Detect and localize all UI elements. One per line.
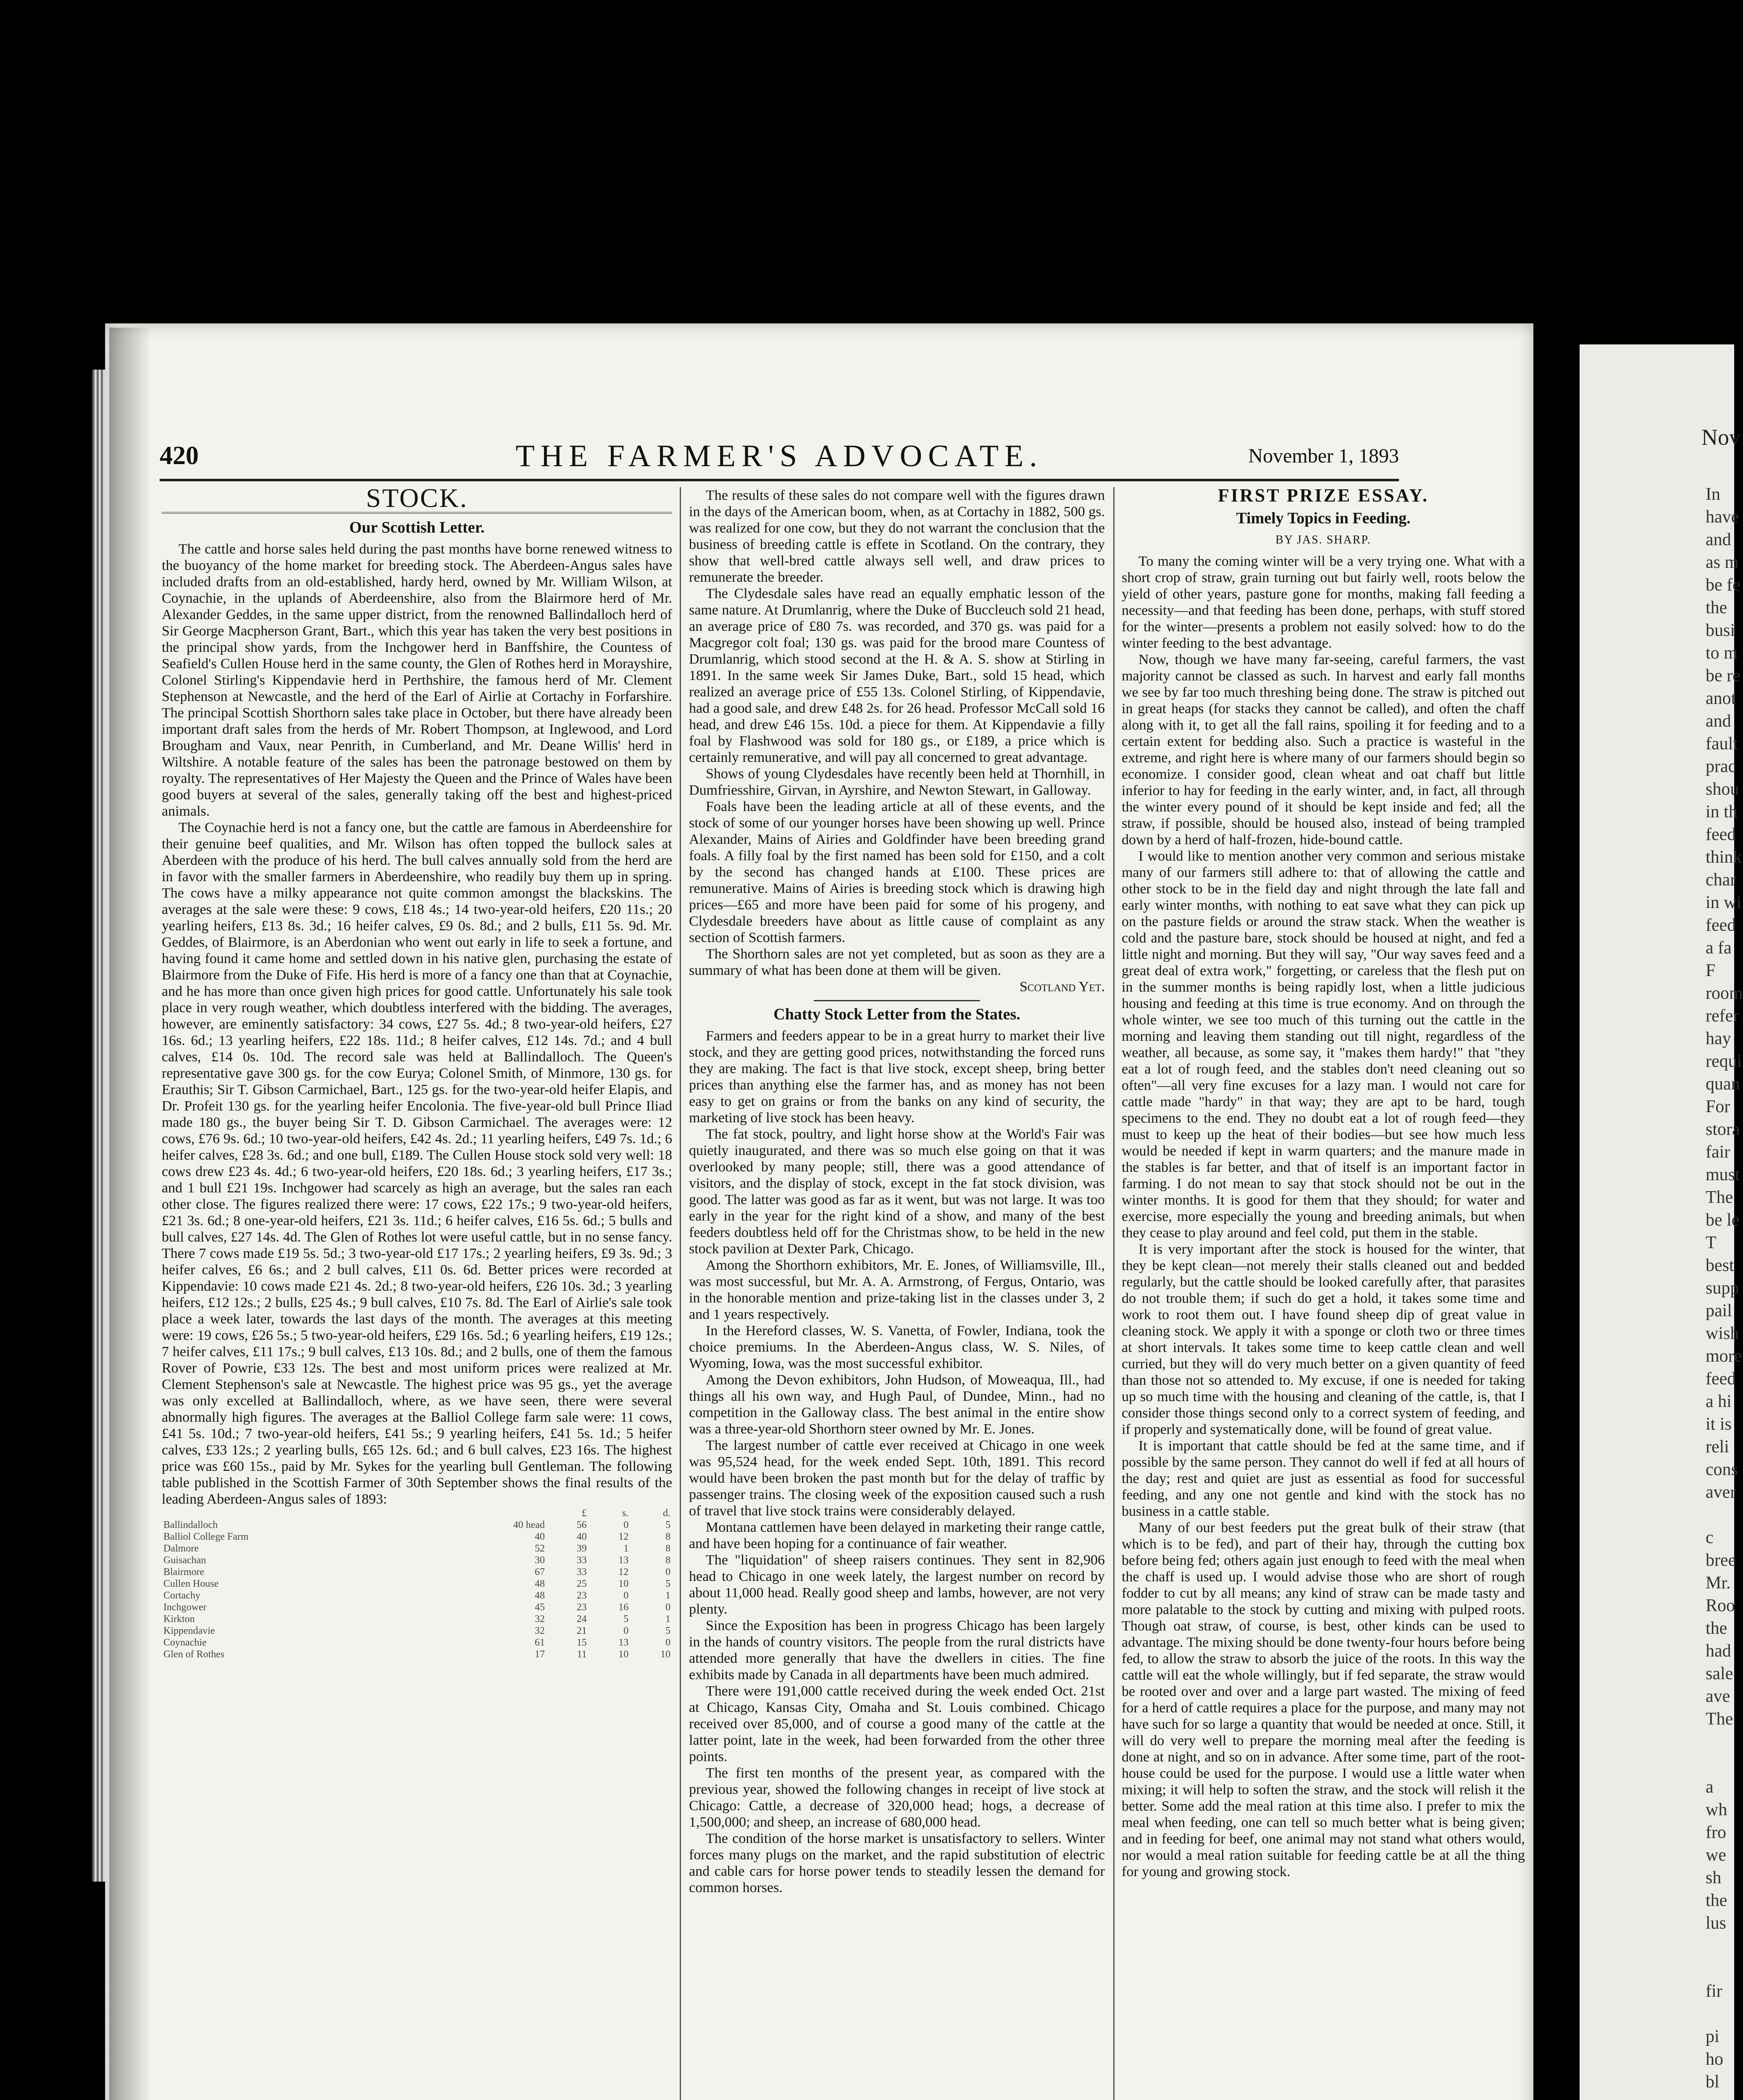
table-cell: 0 bbox=[623, 1625, 629, 1636]
facing-page-line: c bbox=[1706, 1528, 1714, 1547]
facing-page-line: it is bbox=[1706, 1415, 1732, 1434]
article-paragraph: Foals have been the leading article at all of these events, and the stock of some of our younger horses have been showing up well. Prince Alexander, Mains of Airies and Goldfinder have been breeding grand foals. A filly foal by the first named has been sold for £150, and a colt by the second has changed hands at £100. These prices are remunerative. Mains of Airies is breeding stock which is drawing high prices—£65 and more have been paid for some of his progeny, and Clydesdale breeders have about as little cause of complaint as any section of Scottish farmers. bbox=[689, 799, 1105, 945]
table-cell: 1 bbox=[665, 1590, 670, 1601]
facing-page-line: prac bbox=[1706, 757, 1736, 776]
article-title: Timely Topics in Feeding. bbox=[1236, 509, 1411, 527]
table-cell: Kippendavie bbox=[163, 1625, 215, 1636]
table-cell: 0 bbox=[665, 1567, 670, 1578]
article-paragraph: The "liquidation" of sheep raisers continues. They sent in 82,906 head to Chicago in one week lately, the largest number on record by about 11,000 head. Really good sheep and lambs, however, are not very plenty. bbox=[689, 1552, 1105, 1617]
facing-page-line: fro bbox=[1706, 1823, 1726, 1842]
facing-page-edge-text bbox=[1706, 483, 1743, 2100]
facing-page-line: wish bbox=[1706, 1324, 1739, 1343]
article-paragraph: Among the Devon exhibitors, John Hudson, of Moweaqua, Ill., had things all his own way, and Hugh Paul, of Dundee, Minn., had no competition in the Galloway class. The best animal in the entire show was a three-year-old Shorthorn steer owned by Mr. E. Jones. bbox=[689, 1372, 1105, 1437]
article-paragraph: It is very important after the stock is housed for the winter, that they be kept clean—not merely their stalls cleaned out and bedded regularly, but the cattle should be looked carefully after, that parasites do not trouble them; if such do get a hold, it takes some time and work to root them out. I have found sheep dip of great value in cleaning stock. We apply it with a sponge or cloth two or three times at short intervals. It takes some time to keep cattle clean and well curried, but they will do very much better on a given quantity of feed than those not so attended to. My excuse, if one is needed for taking up so much time with the housing and cleaning of the cattle, is, that I consider those things second only to a correct system of feeding, and if properly and systematically done, will be found of great value. bbox=[1122, 1242, 1525, 1437]
facing-page-line: a bbox=[1706, 1777, 1714, 1797]
facing-page-line: busi bbox=[1706, 621, 1735, 640]
facing-page-line: wh bbox=[1706, 1800, 1727, 1819]
facing-page-line: to m bbox=[1706, 643, 1738, 663]
table-cell: 17 bbox=[534, 1649, 545, 1660]
facing-page-line: room bbox=[1706, 984, 1743, 1003]
facing-page-line: cons bbox=[1706, 1460, 1738, 1479]
facing-page-line: stora bbox=[1706, 1120, 1740, 1139]
facing-page-line: pi bbox=[1706, 2027, 1719, 2046]
article-paragraph: The fat stock, poultry, and light horse show at the World's Fair was quietly inaugurated, and there was so much else going on that it was overlooked by many people; still, there was a good attendance of visitors, and the display of stock, except in the fat stock division, was good. The latter was good as far as it went, but was not large. It was too early in the year for the right kind of a show, and many of the best feeders doubtless held off for the Christmas show, to be held in the new stock pavilion at Dexter Park, Chicago. bbox=[689, 1126, 1105, 1257]
sales-table-header bbox=[162, 1507, 672, 1519]
table-cell: 10 bbox=[618, 1578, 629, 1589]
table-cell: 0 bbox=[623, 1520, 629, 1530]
table-cell: 1 bbox=[623, 1543, 629, 1554]
table-cell: 23 bbox=[576, 1590, 587, 1601]
article-paragraph: The first ten months of the present year, as compared with the previous year, showed the following changes in receipt of live stock at Chicago: Cattle, a decrease of 320,000 head; hogs, a decrease of 1,500,000; and sheep, an increase of 680,000 head. bbox=[689, 1765, 1105, 1830]
article-separator bbox=[814, 1000, 980, 1001]
table-row bbox=[162, 1566, 672, 1578]
facing-page-line: quan bbox=[1706, 1074, 1740, 1094]
table-row bbox=[162, 1519, 672, 1531]
facing-page-line: we bbox=[1706, 1845, 1726, 1865]
facing-page-line: Mr. bbox=[1706, 1573, 1731, 1593]
table-cell: 12 bbox=[618, 1567, 629, 1578]
essay-label: FIRST PRIZE ESSAY. bbox=[1217, 485, 1429, 506]
facing-page-line bbox=[1706, 2093, 1731, 2100]
facing-page-line: in th bbox=[1706, 802, 1738, 822]
table-cell: 8 bbox=[665, 1531, 670, 1542]
table-cell: 13 bbox=[618, 1637, 629, 1648]
facing-page-line bbox=[1706, 1730, 1731, 1753]
table-row bbox=[162, 1625, 672, 1637]
table-cell: 30 bbox=[534, 1555, 545, 1566]
table-cell: 15 bbox=[576, 1637, 587, 1648]
facing-page-line: the bbox=[1706, 1891, 1727, 1910]
facing-page-line: reli bbox=[1706, 1437, 1729, 1457]
facing-page-line: shou bbox=[1706, 780, 1739, 799]
facing-page-line: sale bbox=[1706, 1664, 1733, 1683]
table-cell: 23 bbox=[576, 1602, 587, 1613]
table-cell: 24 bbox=[576, 1614, 587, 1625]
facing-page-line: ave bbox=[1706, 1687, 1730, 1706]
table-header-cell: d. bbox=[663, 1508, 670, 1519]
facing-page-line: For bbox=[1706, 1097, 1730, 1116]
table-cell: 11 bbox=[577, 1649, 587, 1660]
facing-page-line: fair bbox=[1706, 1142, 1730, 1162]
facing-page-line: ho bbox=[1706, 2050, 1723, 2069]
table-cell: 40 bbox=[534, 1531, 545, 1542]
table-row bbox=[162, 1590, 672, 1601]
table-cell: 5 bbox=[665, 1578, 670, 1589]
facing-page-line: bree bbox=[1706, 1551, 1736, 1570]
binding-shadow bbox=[109, 328, 151, 2100]
facing-page-line: sh bbox=[1706, 1868, 1722, 1887]
facing-page-fragment bbox=[1580, 344, 1743, 2100]
table-cell: 5 bbox=[665, 1520, 670, 1530]
header-rule bbox=[160, 479, 1399, 481]
facing-page-line: In bbox=[1706, 485, 1720, 504]
table-row bbox=[162, 1648, 672, 1660]
table-cell: 12 bbox=[618, 1531, 629, 1542]
facing-page-line bbox=[1706, 1753, 1731, 1776]
facing-page-line bbox=[1706, 1957, 1731, 1980]
column-essay bbox=[1122, 487, 1525, 2100]
table-header-cell bbox=[162, 1507, 437, 1519]
facing-page-line: The bbox=[1706, 1188, 1733, 1207]
table-cell: Inchgower bbox=[163, 1602, 207, 1613]
facing-page-line: bl bbox=[1706, 2072, 1719, 2092]
article-paragraph: It is important that cattle should be fed at the same time, and if possible by the same person. They cannot do well if fed at all hours of the day; rest and quiet are just as essential as food for successful feeding, and any one not gentle and kind with the stock has no business in a cattle stable. bbox=[1122, 1438, 1525, 1519]
column-middle bbox=[689, 487, 1105, 2100]
facing-page-line: be le bbox=[1706, 1210, 1740, 1230]
table-cell: 39 bbox=[576, 1543, 587, 1554]
table-cell: Ballindalloch bbox=[163, 1520, 218, 1530]
table-cell: 5 bbox=[665, 1625, 670, 1636]
table-cell: 52 bbox=[534, 1543, 545, 1554]
article-paragraph: Among the Shorthorn exhibitors, Mr. E. Jones, of Williamsville, Ill., was most successful, but Mr. A. A. Armstrong, of Fergus, Ontario, was in the honorable mention and prize-taking list in the classes under 3, 2 and 1 years respectively. bbox=[689, 1257, 1105, 1322]
facing-page-line: had bbox=[1706, 1641, 1731, 1661]
facing-page-header: Nov bbox=[1701, 425, 1740, 450]
issue-date: November 1, 1893 bbox=[1248, 445, 1399, 467]
table-row bbox=[162, 1601, 672, 1613]
column-divider-1 bbox=[680, 487, 681, 2100]
table-row bbox=[162, 1543, 672, 1554]
masthead: THE FARMER'S ADVOCATE. bbox=[515, 439, 1043, 473]
article-paragraph: The Shorthorn sales are not yet completed, but as soon as they are a summary of what has been done at them will be given. bbox=[689, 946, 1105, 978]
table-cell: 33 bbox=[576, 1555, 587, 1566]
facing-page-line bbox=[1706, 2003, 1731, 2025]
facing-page-line: feed bbox=[1706, 825, 1736, 844]
facing-page-line: a fa bbox=[1706, 938, 1732, 958]
table-cell: Dalmore bbox=[163, 1543, 199, 1554]
facing-page-line: anot bbox=[1706, 689, 1736, 708]
table-cell: 21 bbox=[576, 1625, 587, 1636]
article-paragraph: The cattle and horse sales held during the past months have borne renewed witness to the buoyancy of the home market for breeding stock. The Aberdeen-Angus sales have included drafts from an old-established, hardy herd, owned by Mr. William Wilson, at Coynachie, in the uplands of Aberdeenshire, also from the Blairmore herd of Mr. Alexander Geddes, in the same upper district, from the renowned Ballindalloch herd of Sir George Macpherson Grant, Bart., which this year has taken the very best positions in the principal show yards, from the Inchgower herd in Banffshire, the Countess of Seafield's Cullen House herd in the same county, the Glen of Rothes herd in Morayshire, Colonel Stirling's Kippendavie herd in Perthshire, the famous herd of Mr. Clement Stephenson at Newcastle, and the herd of the Earl of Airlie at Cortachy in Forfarshire. The principal Scottish Shorthorn sales take place in October, but there have already been important draft sales from the herds of Mr. Robert Thompson, at Inglewood, and Lord Brougham and Vaux, near Penrith, in Cumberland, and Mr. Deane Willis' herd in Wiltshire. A notable feature of the sales has been the patronage bestowed on them by royalty. The representatives of Her Majesty the Queen and the Prince of Wales have been good buyers at several of the sales, generally taking off the best and highest-priced animals. bbox=[162, 541, 672, 819]
table-cell: 0 bbox=[665, 1602, 670, 1613]
sales-table bbox=[162, 1507, 672, 1660]
article-paragraph: Many of our best feeders put the great bulk of their straw (that which is to be fed), and part of their hay, through the cutting box before being fed; others again just enough to feed with the meal when the chaff is used up. I would advise those who are short of rough fodder to cut by all means; any kind of straw can be made tasty and more palatable to the stock by cutting and mixing with pulped roots. Though oat straw, of course, is best, other kinds can be used to advantage. The mixing should be done twenty-four hours before being fed, to allow the straw to absorb the juice of the roots. In this way the cattle will eat the whole willingly, but if fed separate, the straw would be rooted over and over and a large part wasted. The mixing of feed for a herd of cattle requires a place for the purpose, and many may not have such for so large a quantity that would be needed at once. Still, it will do very well to prepare the morning meal after the feeding is done at night, and so on in advance. After some time, part of the root-house could be used for the purpose. I would use a little water when mixing; it will help to soften the straw, and the stock will relish it the better. Some add the meal ration at this time also. I prefer to mix the meal when feeding, one can tell so much better what is being given; and in feeding for beef, one animal may not stand what others would, nor would a meal ration suitable for feeding cattle be at all the thing for young and growing stock. bbox=[1122, 1520, 1525, 1880]
table-cell: Kirkton bbox=[163, 1614, 195, 1625]
table-cell: 0 bbox=[665, 1637, 670, 1648]
table-cell: Blairmore bbox=[163, 1567, 205, 1578]
table-cell: 25 bbox=[576, 1578, 587, 1589]
facing-page-line: F bbox=[1706, 961, 1716, 980]
facing-page-line: T bbox=[1706, 1233, 1717, 1252]
table-header-cell: s. bbox=[622, 1508, 629, 1519]
facing-page-line: a hi bbox=[1706, 1392, 1732, 1411]
article-paragraph: The largest number of cattle ever received at Chicago in one week was 95,524 head, for the week ended Sept. 10th, 1891. This record would have been broken the past month but for the delay of traffic by passenger trains. The closing week of the exposition caused such a rush of travel that live stock trains were considerably delayed. bbox=[689, 1438, 1105, 1519]
article-paragraph: The Clydesdale sales have read an equally emphatic lesson of the same nature. At Drumlanrig, where the Duke of Buccleuch sold 21 head, an average price of £80 7s. was recorded, and 370 gs. was paid for a Macgregor colt foal; 130 gs. was paid for the brood mare Countess of Drumlanrig, which stood second at the H. & A. S. show at Stirling in 1891. In the same week Sir James Duke, Bart., sold 15 head, which realized an average price of £55 13s. Colonel Stirling, of Kippendavie, had a good sale, and drew £48 2s. for 26 head. Professor McCall sold 16 head, and drew £46 15s. 10d. a piece for them. At Kippendavie a filly foal by Flashwood was sold for 180 gs., or £189, a price which is certainly remunerative, and will pay all concerned to great advantage. bbox=[689, 586, 1105, 765]
facing-page-line: aver bbox=[1706, 1483, 1736, 1502]
article-paragraph: In the Hereford classes, W. S. Vanetta, of Fowler, Indiana, took the choice premiums. In the Aberdeen-Angus class, W. S. Niles, of Wyoming, Iowa, was the most successful exhibitor. bbox=[689, 1323, 1105, 1371]
facing-page-line: and bbox=[1706, 530, 1731, 549]
table-cell: 40 head bbox=[513, 1520, 545, 1530]
table-cell: 32 bbox=[534, 1625, 545, 1636]
facing-page-line: supp bbox=[1706, 1278, 1739, 1298]
table-cell: 33 bbox=[576, 1567, 587, 1578]
table-row bbox=[162, 1637, 672, 1648]
table-cell: Balliol College Farm bbox=[163, 1531, 249, 1542]
table-header-cell bbox=[437, 1507, 547, 1519]
article-paragraph: Montana cattlemen have been delayed in marketing their range cattle, and have been hoping for a continuance of fair weather. bbox=[689, 1520, 1105, 1551]
table-cell: 56 bbox=[576, 1520, 587, 1530]
facing-page-line: char bbox=[1706, 870, 1736, 890]
facing-page-line: pail bbox=[1706, 1301, 1732, 1320]
table-cell: Guisachan bbox=[163, 1555, 206, 1566]
table-cell: Coynachie bbox=[163, 1637, 207, 1648]
byline: BY JAS. SHARP. bbox=[1275, 533, 1371, 546]
table-cell: 1 bbox=[665, 1614, 670, 1625]
article-title: Chatty Stock Letter from the States. bbox=[773, 1005, 1020, 1023]
table-row bbox=[162, 1531, 672, 1543]
article-signature: Scotland Yet. bbox=[1019, 979, 1105, 995]
table-cell: Cullen House bbox=[163, 1578, 219, 1589]
article-paragraph: Shows of young Clydesdales have recently been held at Thornhill, in Dumfriesshire, Girvan, in Ayrshire, and Newton Stewart, in Galloway. bbox=[689, 766, 1105, 798]
table-cell: 8 bbox=[665, 1543, 670, 1554]
table-row bbox=[162, 1578, 672, 1590]
facing-page-line: Roo bbox=[1706, 1596, 1735, 1615]
facing-page-line: as m bbox=[1706, 553, 1739, 572]
table-cell: Cortachy bbox=[163, 1590, 200, 1601]
facing-page-line: think bbox=[1706, 848, 1742, 867]
column-stock bbox=[162, 483, 672, 2100]
facing-page-line: in wi bbox=[1706, 893, 1742, 912]
facing-page-line: feed bbox=[1706, 916, 1736, 935]
facing-page-line: refer bbox=[1706, 1006, 1739, 1026]
table-cell: Glen of Rothes bbox=[163, 1649, 225, 1660]
facing-page-line: the bbox=[1706, 1619, 1727, 1638]
table-row bbox=[162, 1554, 672, 1566]
facing-page-line: have bbox=[1706, 507, 1739, 527]
article-paragraph: The condition of the horse market is unsatisfactory to sellers. Winter forces many plugs on the market, and the rapid substitution of electric and cable cars for horse power tends to steadily lessen the demand for common horses. bbox=[689, 1831, 1105, 1895]
table-cell: 16 bbox=[618, 1602, 629, 1613]
page-header bbox=[160, 441, 1399, 475]
table-cell: 45 bbox=[534, 1602, 545, 1613]
column-divider-2 bbox=[1113, 487, 1115, 2100]
article-paragraph: To many the coming winter will be a very trying one. What with a short crop of straw, grain turning out but fairly well, roots below the yield of other years, pasture gone for months, making fall feeding a necessity—and that feeding has been done, perhaps, with stuff stored for the winter—presents a problem not easily solved: how to do the winter feeding to the best advantage. bbox=[1122, 554, 1525, 651]
table-cell: 61 bbox=[534, 1637, 545, 1648]
table-cell: 67 bbox=[534, 1567, 545, 1578]
table-cell: 40 bbox=[576, 1531, 587, 1542]
table-cell: 5 bbox=[623, 1614, 629, 1625]
article-paragraph: The Coynachie herd is not a fancy one, but the cattle are famous in Aberdeenshire for their genuine beef qualities, and Mr. Wilson has often topped the bullock sales at Aberdeen with the produce of his herd. The bull calves annually sold from the herd are in favor with the smaller farmers in Aberdeenshire, who readily buy them up in spring. The cows have a milky appearance not quite common amongst the blackskins. The averages at the sale were these: 9 cows, £18 4s.; 14 two-year-old heifers, £20 11s.; 20 yearling heifers, £13 8s. 3d.; 16 heifer calves, £9 0s. 8d.; and 2 bulls, £11 5s. 9d. Mr. Geddes, of Blairmore, is an Aberdonian who went out early in life to seek a fortune, and having found it came home and settled down in his native glen, purchasing the estate of Blairmore from the Duke of Fife. His herd is more of a fancy one than that at Coynachie, and he has more than once given high prices for good cattle. Unfortunately his sale took place in very rough weather, which doubtless interfered with the bidding. The averages, however, are eminently satisfactory: 34 cows, £27 5s. 4d.; 8 two-year-old heifers, £27 16s. 6d.; 13 yearling heifers, £22 18s. 11d.; 8 heifer calves, £12 14s. 7d.; and 4 bull calves, £14 0s. 10d. The record sale was held at Ballindalloch. The Queen's representative gave 300 gs. for the cow Eurya; Colonel Smith, of Minmore, 130 gs. for Erauthis; Sir T. Gibson Carmichael, Bart., 125 gs. for the two-year-old heifer Elapis, and Dr. Profeit 130 gs. for the yearling heifer Encolonia. The five-year-old bull Prince Iliad made 180 gs., the buyer being Sir T. D. Gibson Carmichael. The averages were: 12 cows, £76 9s. 6d.; 10 two-year-old heifers, £42 4s. 2d.; 11 yearling heifers, £49 7s. 1d.; 6 heifer calves, £28 3s. 6d.; and one bull, £189. The Cullen House stock sold very well: 18 cows drew £23 4s. 4d.; 6 two-year-old heifers, £20 18s. 6d.; 3 yearling heifers, £17 3s.; and 1 bull £21 19s. Inchgower had scarcely as high an average, but the sales ran each other close. The figures realized there were: 17 cows, £22 17s.; 9 two-year-old heifers, £21 3s. 6d.; 8 one-year-old heifers, £21 3s. 11d.; 6 heifer calves, £16 5s. 6d.; 5 bulls and bull calves, £27 14s. 4d. The Glen of Rothes lot were useful cattle, but in no sense fancy. There 7 cows made £19 5s. 5d.; 3 two-year-old £17 17s.; 2 yearling heifers, £9 3s. 9d.; 3 heifer calves, £6 6s.; and 2 bull calves, £11 0s. 6d. Better prices were recorded at Kippendavie: 10 cows made £21 4s. 2d.; 8 two-year-old heifers, £26 10s. 3d.; 3 yearling heifers, £12 12s.; 2 bulls, £25 4s.; 9 bull calves, £10 7s. 8d. The Earl of Airlie's sale took place a week later, towards the last days of the month. The averages at this meeting were: 19 cows, £26 5s.; 5 two-year-old heifers, £29 16s. 5d.; 6 yearling heifers, £19 12s.; 7 heifer calves, £11 17s.; 9 bull calves, £13 10s. 8d.; and 2 bulls, one of them the famous Rover of Powrie, £33 12s. The best and most uniform prices were realized at Mr. Clement Stephenson's sale at Newcastle. The highest price was 95 gs., yet the average was only excelled at Ballindalloch, where, as we have seen, there were several abnormally high figures. The averages at the Balliol College farm sale were: 11 cows, £41 5s. 10d.; 7 two-year-old heifers, £41 5s.; 9 yearling heifers, £41 5s. 1d.; 5 heifer calves, £33 12s.; 2 yearling bulls, £65 12s. 6d.; and 6 bull calves, £23 16s. The highest price was £60 15s., paid by Mr. Sykes for the yearling bull Gentleman. The following table published in the Scottish Farmer of 30th September shows the final results of the leading Aberdeen-Angus sales of 1893: bbox=[162, 820, 672, 1507]
table-cell: 13 bbox=[618, 1555, 629, 1566]
facing-page-line: best bbox=[1706, 1256, 1734, 1275]
article-paragraph: I would like to mention another very common and serious mistake many of our farmers still adhere to: that of allowing the cattle and other stock to be in the field day and night through the late fall and early winter months, with nothing to eat save what they can pick up on the pasture fields or around the straw stack. When the weather is cold and the pasture bare, stock should be housed at night, and fed a little night and morning. But they will say, "Our way saves feed and a great deal of extra work," forgetting, or careless that the flesh put on in the summer months is being rapidly lost, when a little judicious housing and feeding at this time is true economy. And on through the whole winter, we see too much of this turning out the cattle in the morning and leaving them standing out till night, regardless of the weather, all because, as some say, it "makes them hardy!" that "they eat a lot of rough feed, and the stables don't need cleaning out so often"—all very fine excuses for a lazy man. I would not care for cattle made "hardy" in that way; they are apt to be hard, tough specimens to the end. They no doubt eat a lot of rough feed—they must to keep up the heat of their bodies—but see how much less would be needed if kept in warm quarters; and the manure made in the stables is far better, and that of itself is an important factor in farming. I do not mean to say that stock should not be out in the winter months. It is good for them that they should; for water and exercise, more especially the young and breeding animals, but when they cease to play around and feel cold, put them in the stable. bbox=[1122, 848, 1525, 1241]
article-title: Our Scottish Letter. bbox=[349, 519, 485, 536]
table-cell: 10 bbox=[618, 1649, 629, 1660]
table-row bbox=[162, 1613, 672, 1625]
facing-page-line: and bbox=[1706, 711, 1731, 731]
sales-table-body bbox=[162, 1519, 672, 1660]
facing-page-line: more bbox=[1706, 1347, 1742, 1366]
facing-page-line: fault bbox=[1706, 734, 1738, 753]
facing-page-line: fir bbox=[1706, 1982, 1722, 2001]
article-paragraph: Now, though we have many far-seeing, careful farmers, the vast majority cannot be classed as such. In harvest and early fall months we see by far too much threshing being done. The straw is pitched out in great heaps (for stacks they cannot be called), and often the chaff along with it, to get all the fall rains, spoiling it for feeding and to a certain extent for bedding also. Such a practice is wasteful in the extreme, and right here is where many of our farmers should begin so economize. I consider good, clean wheat and oat chaff but little inferior to hay for feeding in the early winter, and, in fact, all through the winter every pound of it should be kept inside and fed; all the straw, if possible, should be housed also, instead of being trampled down by a herd of half-frozen, hide-bound cattle. bbox=[1122, 652, 1525, 848]
table-header-cell: £ bbox=[581, 1508, 587, 1519]
page-number: 420 bbox=[160, 441, 199, 470]
facing-page-line bbox=[1706, 1504, 1731, 1526]
table-cell: 48 bbox=[534, 1578, 545, 1589]
article-paragraph: There were 191,000 cattle received during the week ended Oct. 21st at Chicago, Kansas City, Omaha and St. Louis combined. Chicago received over 85,000, and of course a good many of the cattle at the latter point, late in the week, had been forwarded from the other three points. bbox=[689, 1683, 1105, 1764]
article-paragraph: Since the Exposition has been in progress Chicago has been largely in the hands of country visitors. The people from the rural districts have attended more generally that have the dwellers in cities. The fine exhibits made by Canada in all departments have been much admired. bbox=[689, 1618, 1105, 1683]
article-paragraph: Farmers and feeders appear to be in a great hurry to market their live stock, and they are getting good prices, notwithstanding the forced runs they are making. The fact is that live stock, except sheep, bring better prices than anything else the farmer has, and as money has not been easy to get on grains or from the banks on any kind of security, the marketing of live stock has been heavy. bbox=[689, 1028, 1105, 1126]
section-heading: STOCK. bbox=[366, 483, 468, 513]
table-cell: 8 bbox=[665, 1555, 670, 1566]
facing-page-line: hay bbox=[1706, 1029, 1731, 1048]
facing-page-line: the bbox=[1706, 598, 1727, 617]
table-cell: 10 bbox=[660, 1649, 670, 1660]
facing-page-line: requi bbox=[1706, 1052, 1742, 1071]
facing-page-line: be fe bbox=[1706, 575, 1740, 595]
facing-page-line: must bbox=[1706, 1165, 1740, 1184]
table-cell: 0 bbox=[623, 1590, 629, 1601]
article-paragraph: The results of these sales do not compare well with the figures drawn in the days of the American boom, when, as at Cortachy in 1882, 500 gs. was realized for one cow, but they do not warrant the conclusion that the business of breeding cattle is effete in Scotland. On the contrary, they show that well-bred cattle always sell well, and draw prices to remunerate the breeder. bbox=[689, 488, 1105, 585]
facing-page-line: lus bbox=[1706, 1914, 1727, 1933]
facing-page-line: The bbox=[1706, 1709, 1733, 1729]
table-cell: 48 bbox=[534, 1590, 545, 1601]
facing-page-line: be re bbox=[1706, 666, 1740, 685]
table-cell: 32 bbox=[534, 1614, 545, 1625]
facing-page-line: feed bbox=[1706, 1369, 1736, 1389]
facing-page-line bbox=[1706, 1935, 1731, 1957]
